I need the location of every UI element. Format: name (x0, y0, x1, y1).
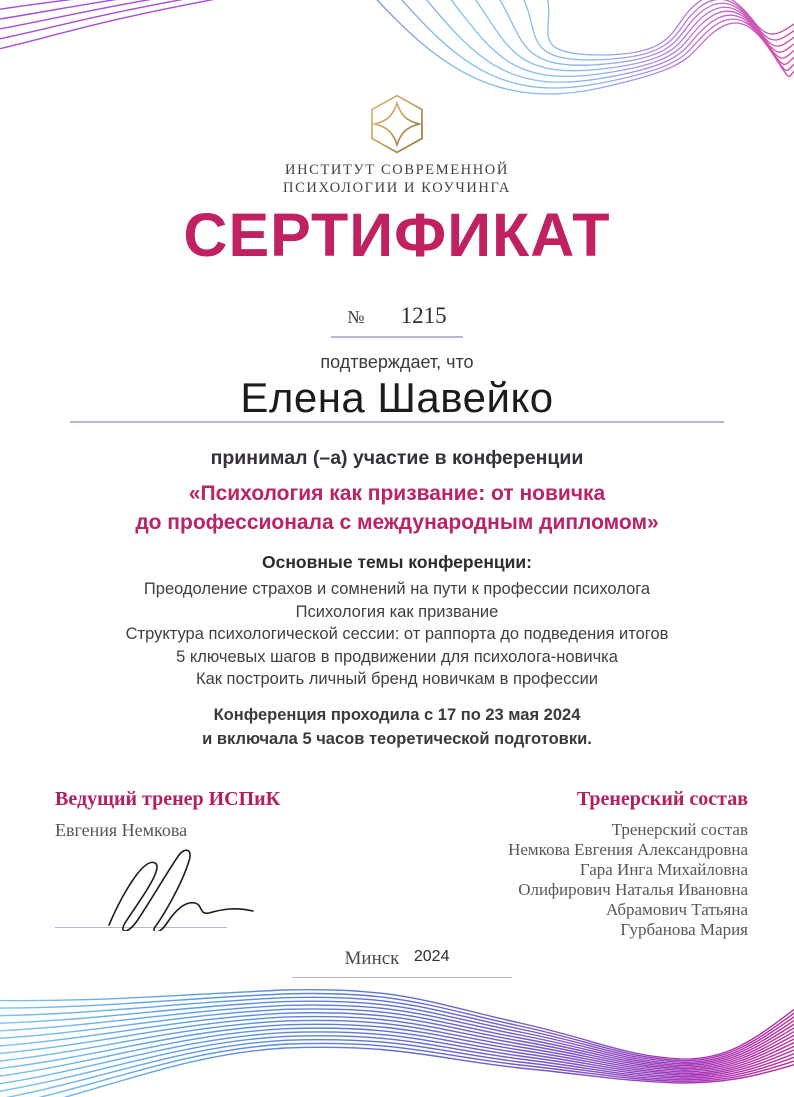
certificate-number-value: 1215 (400, 303, 447, 328)
topics-heading: Основные темы конференции: (262, 552, 532, 572)
signature-underline (55, 927, 227, 928)
conference-dates-line1: Конференция проходила с 17 по 23 мая 2024 (213, 706, 581, 724)
topic-item: 5 ключевых шагов в продвижении для психолога-новичка (176, 647, 618, 666)
topic-item: Как построить личный бренд новичкам в профессии (195, 670, 599, 688)
trainer-name: Олифирович Наталья Ивановна (518, 880, 748, 899)
trainer-name: Абрамович Татьяна (605, 900, 748, 919)
confirms-text: подтверждает, что (320, 352, 474, 372)
lead-trainer-block (55, 788, 355, 928)
topic-item: Структура психологической сессии: от раппорта до подведения итогов (125, 625, 669, 643)
institute-name-line1: ИНСТИТУТ СОВРЕМЕННОЙ (285, 162, 509, 178)
institute-logo-icon (368, 93, 426, 155)
bottom-decorative-waves-icon (0, 975, 794, 1097)
conference-title (0, 479, 794, 537)
conference-details (0, 703, 794, 751)
footer-city-year (0, 948, 794, 970)
topic-item: Психология как призвание (295, 602, 499, 621)
signature-icon (85, 849, 275, 931)
trainer-name: Гара Инга Михайловна (579, 860, 748, 879)
trainer-name: Немкова Евгения Александровна (508, 840, 748, 859)
conference-title-line2: до профессионала с международным дипломом» (135, 511, 659, 534)
topic-item: Преодоление страхов и сомнений на пути к профессии психолога (143, 580, 651, 598)
trainer-name: Тренерский состав (611, 820, 748, 839)
conference-dates-line2: и включала 5 часов теоретической подготовки. (202, 730, 592, 748)
certificate-title: СЕРТИФИКАТ (183, 201, 611, 269)
trainers-block (388, 788, 748, 940)
institute-header (0, 93, 794, 197)
participation-text: принимал (–а) участие в конференции (210, 447, 584, 469)
footer-year: 2024 (413, 948, 450, 965)
trainer-name: Гурбанова Мария (620, 920, 748, 939)
lead-trainer-name: Евгения Немкова (55, 820, 188, 840)
recipient-name-underline (70, 421, 724, 423)
trainers-heading: Тренерский состав (576, 788, 748, 810)
recipient-name: Елена Шавейко (240, 374, 554, 421)
footer-city: Минск (344, 948, 400, 969)
conference-title-line1: «Психология как призвание: от новичка (188, 482, 606, 505)
certificate-number-field (331, 303, 462, 338)
number-sign-label: № (347, 307, 365, 327)
topics-list (0, 578, 794, 691)
institute-name-line2: ПСИХОЛОГИИ И КОУЧИНГА (283, 180, 511, 196)
lead-trainer-heading: Ведущий тренер ИСПиК (55, 788, 281, 810)
